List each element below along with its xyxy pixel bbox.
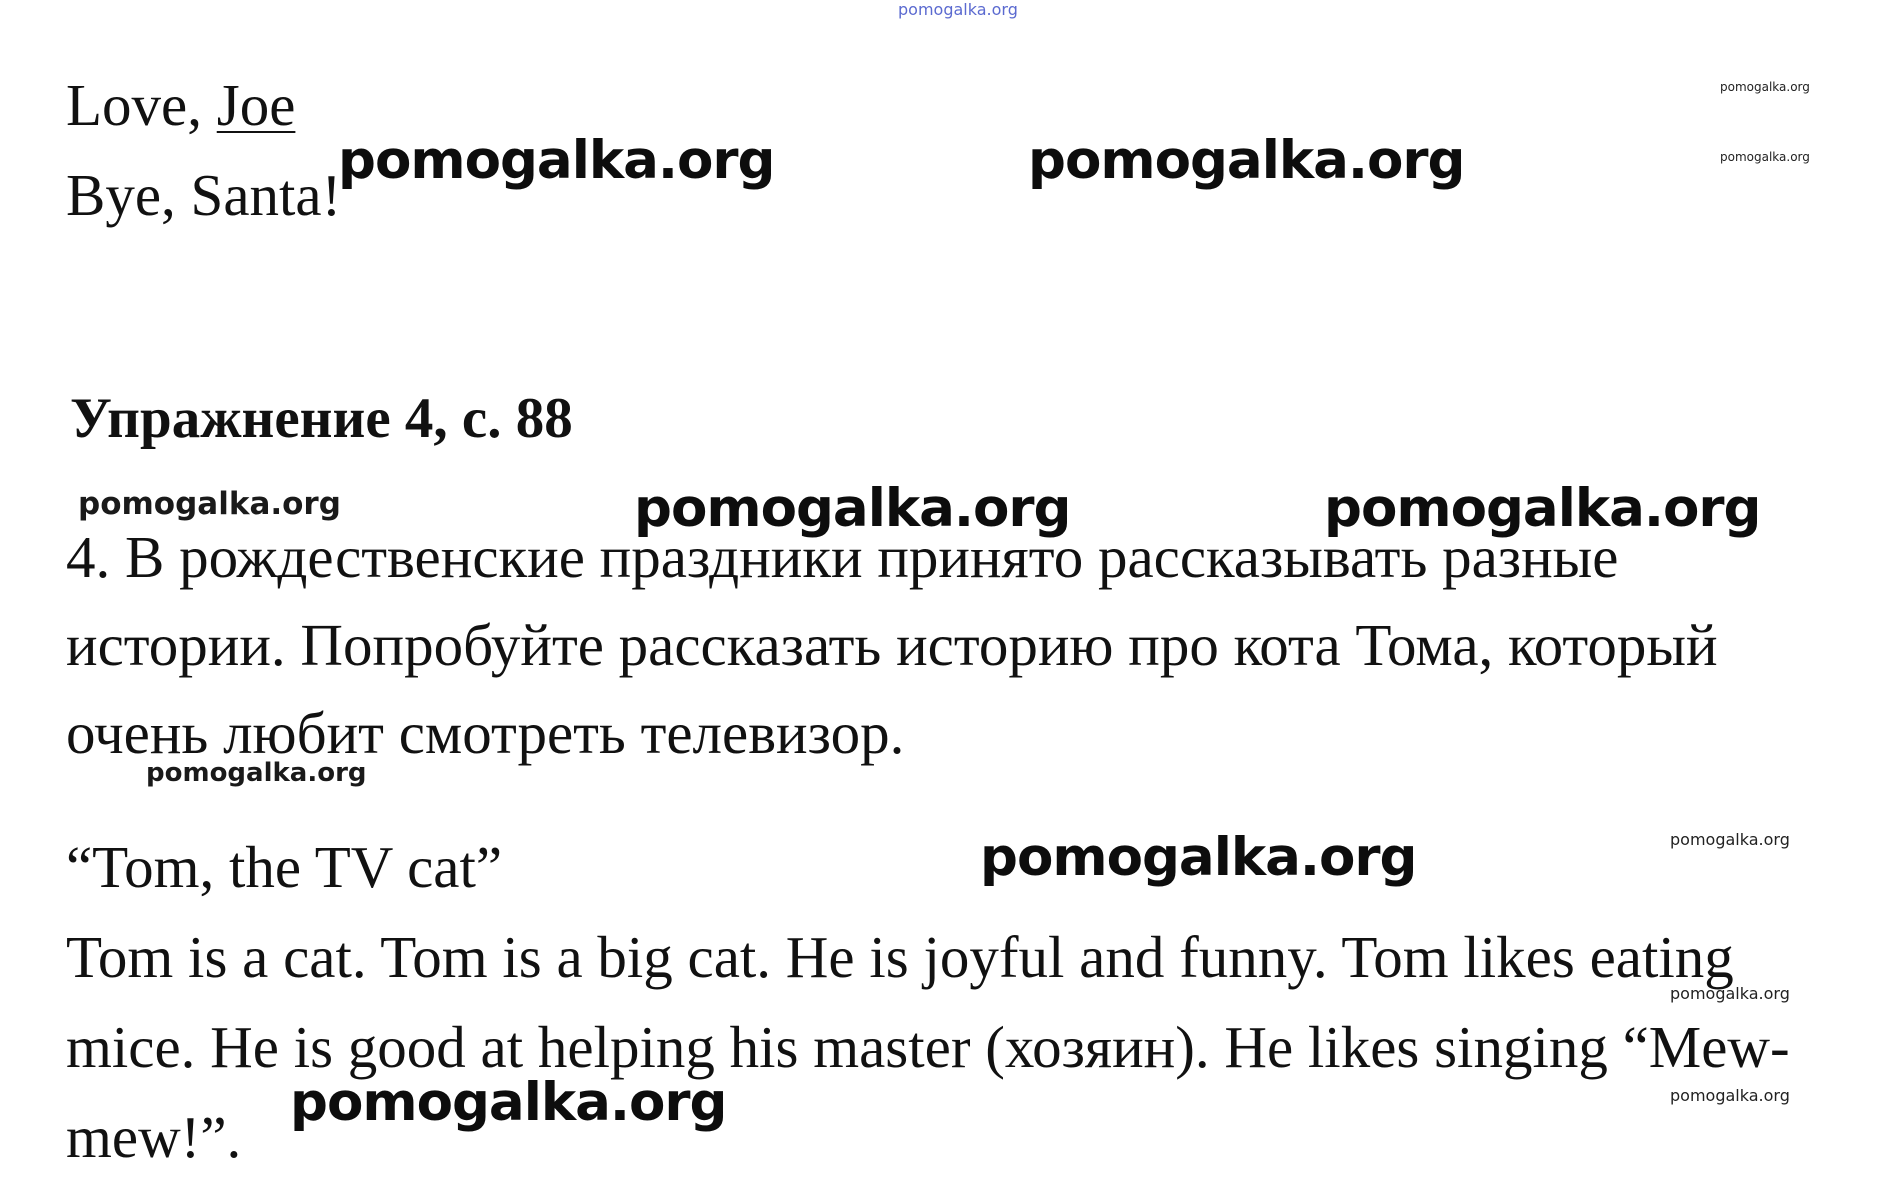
letter-love: Love, [66,72,217,138]
watermark: pomogalka.org [338,130,775,191]
story-title: “Tom, the TV cat” [66,834,503,900]
watermark: pomogalka.org [1670,984,1790,1003]
watermark: pomogalka.org [1028,130,1465,191]
watermark: pomogalka.org [78,486,341,522]
watermark: pomogalka.org [980,827,1417,888]
task-line: очень любит смотреть телевизор. [66,700,905,766]
exercise-heading: Упражнение 4, с. 88 [70,387,573,450]
watermark: pomogalka.org [634,478,1071,539]
watermark: pomogalka.org [1324,478,1761,539]
watermark: pomogalka.org [1720,80,1810,94]
watermark-top: pomogalka.org [898,0,1018,19]
task-line: 4. В рождественские праздники принято рассказывать разные [66,524,1619,590]
story-line: mew!”. [66,1104,242,1170]
letter-bye: Bye, Santa! [66,162,342,228]
watermark: pomogalka.org [1670,1086,1790,1105]
letter-love-line [66,72,296,138]
watermark: pomogalka.org [290,1072,727,1133]
story-line: Tom is a cat. Tom is a big cat. He is joyful and funny. Tom likes eating [66,924,1734,990]
letter-name: Joe [216,72,296,138]
watermark: pomogalka.org [1720,150,1810,164]
task-line: истории. Попробуйте рассказать историю про кота Тома, который [66,612,1718,678]
watermark: pomogalka.org [1670,830,1790,849]
watermark: pomogalka.org [146,758,367,788]
story-line: mice. He is good at helping his master (хозяин). He likes singing “Mew- [66,1014,1790,1080]
